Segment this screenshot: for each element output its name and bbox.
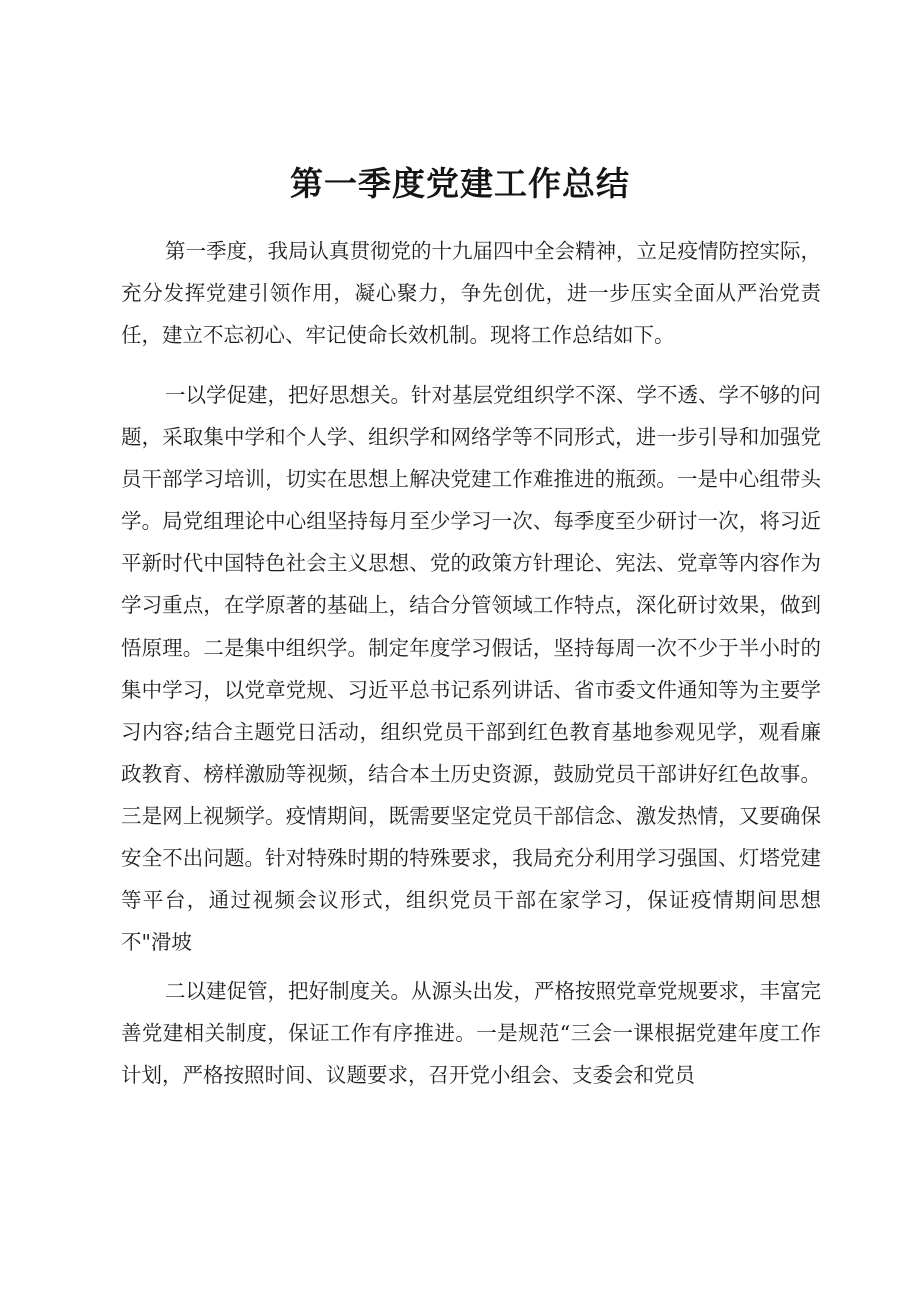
paragraph-study: 一以学促建，把好思想关。针对基层党组织学不深、学不透、学不够的问题，采取集中学和个人学、组织学和网络学等不同形式，进一步引导和加强党员干部学习培训，切实在思想上解决党建工作难推进的瓶颈。一是中心组带头学。局党组理论中心组坚持每月至少学习一次、每季度至少研讨一次，将习近平新时代中国特色社会主义思想、党的政策方针理论、宪法、党章等内容作为学习重点，在学原著的基础上，结合分管领域工作特点，深化研讨效果，做到悟原理。二是集中组织学。制定年度学习假话，坚持每周一次不少于半小时的集中学习，以党章党规、习近平总书记系列讲话、省市委文件通知等为主要学习内容;结合主题党日活动，组织党员干部到红色教育基地参观见学，观看廉政教育、榜样激励等视频，结合本土历史资源，鼓励党员干部讲好红色故事。三是网上视频学。疫情期间，既需要坚定党员干部信念、激发热情，又要确保安全不出问题。针对特殊时期的特殊要求，我局充分利用学习强国、灯塔党建等平台，通过视频会议形式，组织党员干部在家学习，保证疫情期间思想不"滑坡 xyxy=(121,383,821,955)
document-title: 第一季度党建工作总结 xyxy=(290,164,630,203)
paragraph-intro: 第一季度，我局认真贯彻党的十九届四中全会精神，立足疫情防控实际，充分发挥党建引领作用，凝心聚力，争先创优，进一步压实全面从严治党责任，建立不忘初心、牢记使命长效机制。现将工作总结如下。 xyxy=(121,239,821,348)
paragraph-system: 二以建促管，把好制度关。从源头出发，严格按照党章党规要求，丰富完善党建相关制度，保证工作有序推进。一是规范“三会一课根据党建年度工作计划，严格按照时间、议题要求，召开党小组会、支委会和党员 xyxy=(121,979,821,1088)
